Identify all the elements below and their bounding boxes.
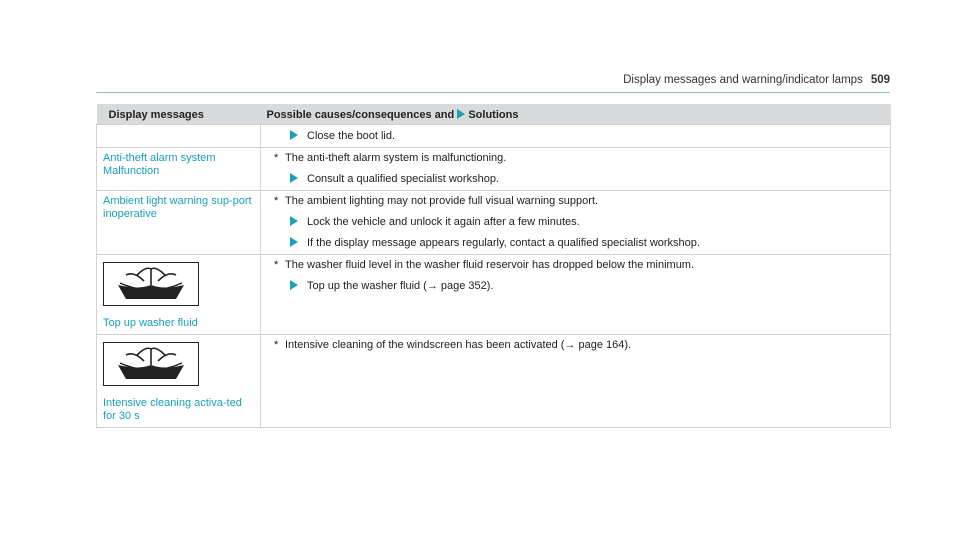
running-title: Display messages and warning/indicator lamps bbox=[623, 74, 863, 86]
solution-item: Lock the vehicle and unlock it again after a few minutes. bbox=[267, 216, 884, 229]
header-rule bbox=[96, 92, 890, 93]
solution-item: Consult a qualified specialist workshop. bbox=[267, 173, 884, 186]
running-head bbox=[623, 74, 890, 86]
solutions-arrow-icon bbox=[457, 109, 465, 119]
display-messages-table bbox=[96, 104, 891, 428]
asterisk-icon: * bbox=[274, 152, 279, 164]
solution-arrow-icon bbox=[290, 216, 298, 226]
solution-item: Close the boot lid. bbox=[267, 130, 884, 143]
message-cell bbox=[97, 191, 261, 255]
solution-item: If the display message appears regularly, contact a qualified specialist workshop. bbox=[267, 237, 884, 250]
solution-cell bbox=[261, 255, 891, 335]
table-row bbox=[97, 335, 891, 428]
table-row bbox=[97, 255, 891, 335]
washer-fluid-icon bbox=[103, 262, 199, 306]
message-cell bbox=[97, 335, 261, 428]
washer-fluid-icon bbox=[103, 342, 199, 386]
solution-arrow-icon bbox=[290, 173, 298, 183]
page-number: 509 bbox=[870, 74, 890, 86]
causes-header-text: Possible causes/consequences and bbox=[266, 108, 455, 121]
message-cell bbox=[97, 125, 261, 148]
table-row bbox=[97, 191, 891, 255]
cause-item: * Intensive cleaning of the windscreen has been activated (→ page 164). bbox=[274, 339, 632, 351]
asterisk-icon: * bbox=[274, 339, 279, 351]
asterisk-icon: * bbox=[274, 259, 279, 271]
solution-cell bbox=[261, 191, 891, 255]
message-label: Ambient light warning sup-port inoperative bbox=[103, 195, 252, 220]
col-display-messages-header: Display messages bbox=[97, 104, 261, 125]
message-cell bbox=[97, 255, 261, 335]
solution-arrow-icon bbox=[290, 280, 298, 290]
table-header-row bbox=[97, 104, 891, 125]
message-label: Anti-theft alarm system Malfunction bbox=[103, 152, 216, 177]
solution-arrow-icon bbox=[290, 237, 298, 247]
col-causes-solutions-header bbox=[261, 104, 891, 125]
cause-item: * The anti-theft alarm system is malfunctioning. bbox=[274, 152, 507, 164]
table-row bbox=[97, 125, 891, 148]
solution-item: Top up the washer fluid (→ page 352). bbox=[267, 280, 884, 293]
solutions-header-text: Solutions bbox=[468, 108, 519, 121]
message-label: Intensive cleaning activa-ted for 30 s bbox=[103, 397, 242, 422]
asterisk-icon: * bbox=[274, 195, 279, 207]
cause-item: * The ambient lighting may not provide full visual warning support. bbox=[274, 195, 599, 207]
cause-item: * The washer fluid level in the washer fluid reservoir has dropped below the minimum. bbox=[274, 259, 695, 271]
solution-cell bbox=[261, 335, 891, 428]
solution-cell bbox=[261, 125, 891, 148]
solution-arrow-icon bbox=[290, 130, 298, 140]
solution-cell bbox=[261, 148, 891, 191]
table-row bbox=[97, 148, 891, 191]
message-cell bbox=[97, 148, 261, 191]
message-label: Top up washer fluid bbox=[103, 317, 198, 329]
